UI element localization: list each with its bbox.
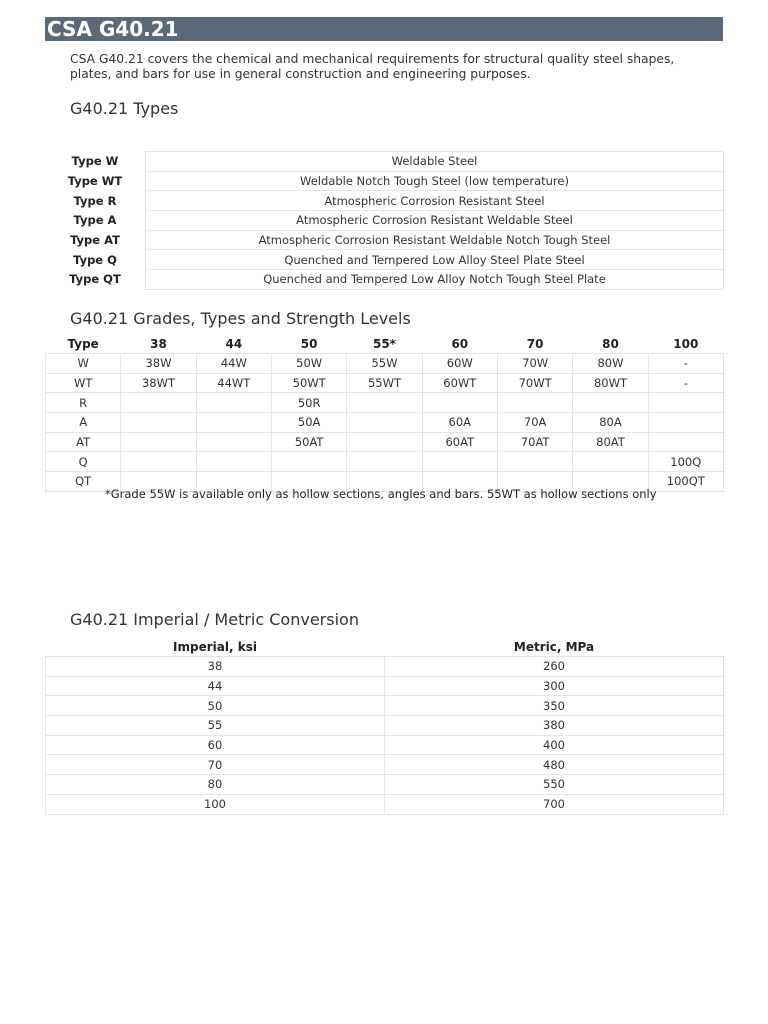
grades-value-cell: 70AT (497, 432, 572, 452)
grades-value-cell (196, 413, 271, 433)
grades-value-cell (648, 413, 723, 433)
imperial-value-cell: 55 (46, 716, 385, 736)
type-description-cell: Weldable Notch Tough Steel (low temperature) (146, 171, 724, 191)
grades-value-cell: 50A (271, 413, 346, 433)
grades-value-cell: 38WT (121, 373, 196, 393)
grades-value-cell: - (648, 354, 723, 374)
type-code-cell: Type Q (73, 252, 117, 267)
grades-value-cell: 60WT (422, 373, 497, 393)
types-heading: G40.21 Types (70, 99, 179, 118)
grades-column-header: 100 (673, 337, 699, 351)
grades-footnote: *Grade 55W is available only as hollow sections, angles and bars. 55WT as hollow sections only (105, 487, 657, 501)
types-row (45, 191, 724, 211)
grades-column-header: 70 (526, 337, 544, 351)
grades-column-header: 38 (150, 337, 167, 351)
grades-value-cell: 44W (196, 354, 271, 374)
conversion-column-header: Imperial, ksi (173, 640, 257, 654)
type-code-cell: Type QT (69, 272, 121, 287)
grades-value-cell (121, 452, 196, 472)
grades-value-cell (347, 393, 422, 413)
type-description-cell: Atmospheric Corrosion Resistant Weldable Steel (146, 211, 724, 231)
imperial-value-cell: 70 (46, 755, 385, 775)
grades-value-cell: 50WT (271, 373, 346, 393)
conversion-row (46, 716, 724, 736)
type-description-cell: Quenched and Tempered Low Alloy Notch Tough Steel Plate (146, 270, 724, 290)
conversion-column-header: Metric, MPa (513, 640, 595, 654)
grades-value-cell (196, 432, 271, 452)
metric-value-cell: 380 (385, 716, 724, 736)
grades-row (46, 354, 724, 374)
grades-value-cell (422, 452, 497, 472)
conversion-row (46, 775, 724, 795)
intro-paragraph: CSA G40.21 covers the chemical and mechanical requirements for structural quality steel shapes, plates, and bars for use in general construction and engineering purposes. (70, 52, 675, 81)
metric-value-cell: 350 (385, 696, 724, 716)
grades-value-cell (121, 432, 196, 452)
grades-type-cell: QT (46, 472, 121, 492)
imperial-value-cell: 38 (46, 657, 385, 677)
type-code-cell: Type R (73, 193, 117, 208)
grades-value-cell: 55W (347, 354, 422, 374)
grades-value-cell: 50W (271, 354, 346, 374)
metric-value-cell: 400 (385, 735, 724, 755)
type-code-cell: Type A (73, 213, 117, 228)
conversion-row (46, 657, 724, 677)
conversion-row (46, 696, 724, 716)
grades-value-cell (347, 452, 422, 472)
grades-value-cell (196, 393, 271, 413)
grades-value-cell (121, 393, 196, 413)
metric-value-cell: 700 (385, 794, 724, 814)
grades-type-cell: W (46, 354, 121, 374)
grades-value-cell: 44WT (196, 373, 271, 393)
types-row (45, 270, 724, 290)
conversion-table (45, 638, 724, 815)
metric-value-cell: 260 (385, 657, 724, 677)
conversion-row (46, 676, 724, 696)
grades-value-cell: - (648, 373, 723, 393)
grades-value-cell: 55WT (347, 373, 422, 393)
imperial-value-cell: 50 (46, 696, 385, 716)
metric-value-cell: 550 (385, 775, 724, 795)
grades-value-cell: 100QT (648, 472, 723, 492)
type-code-cell: Type WT (67, 174, 123, 189)
type-code-cell: Type AT (70, 233, 120, 248)
type-description-cell: Atmospheric Corrosion Resistant Steel (146, 191, 724, 211)
metric-value-cell: 480 (385, 755, 724, 775)
grades-value-cell: 60W (422, 354, 497, 374)
grades-type-cell: WT (46, 373, 121, 393)
types-table (45, 151, 724, 290)
grades-value-cell (573, 393, 648, 413)
types-row (45, 211, 724, 231)
grades-row (46, 373, 724, 393)
grades-value-cell: 80WT (573, 373, 648, 393)
types-row (45, 152, 724, 172)
grades-value-cell (347, 432, 422, 452)
grades-value-cell (422, 393, 497, 413)
grades-value-cell: 70WT (497, 373, 572, 393)
grades-column-header: 44 (225, 337, 243, 351)
grades-value-cell: 50AT (271, 432, 346, 452)
types-row (45, 250, 724, 270)
imperial-value-cell: 80 (46, 775, 385, 795)
grades-value-cell (497, 393, 572, 413)
grades-value-cell: 80A (573, 413, 648, 433)
grades-row (46, 393, 724, 413)
types-row (45, 230, 724, 250)
grades-value-cell: 80AT (573, 432, 648, 452)
grades-column-header: Type (67, 337, 99, 351)
grades-value-cell (271, 452, 346, 472)
grades-value-cell (196, 452, 271, 472)
type-description-cell: Weldable Steel (146, 152, 724, 172)
grades-row (46, 413, 724, 433)
imperial-value-cell: 100 (46, 794, 385, 814)
grades-value-cell: 100Q (648, 452, 723, 472)
grades-value-cell: 50R (271, 393, 346, 413)
grades-value-cell: 70A (497, 413, 572, 433)
type-description-cell: Atmospheric Corrosion Resistant Weldable Notch Tough Steel (146, 230, 724, 250)
grades-heading: G40.21 Grades, Types and Strength Levels (70, 309, 411, 328)
grades-value-cell (497, 452, 572, 472)
grades-table (45, 335, 724, 492)
metric-value-cell: 300 (385, 676, 724, 696)
grades-value-cell (573, 452, 648, 472)
grades-value-cell: 38W (121, 354, 196, 374)
grades-value-cell (648, 432, 723, 452)
grades-type-cell: AT (46, 432, 121, 452)
type-description-cell: Quenched and Tempered Low Alloy Steel Plate Steel (146, 250, 724, 270)
imperial-value-cell: 60 (46, 735, 385, 755)
grades-value-cell: 80W (573, 354, 648, 374)
grades-value-cell (648, 393, 723, 413)
grades-column-header: 50 (300, 337, 318, 351)
grades-type-cell: A (46, 413, 121, 433)
type-code-cell: Type W (71, 154, 119, 169)
conversion-row (46, 794, 724, 814)
grades-value-cell: 60AT (422, 432, 497, 452)
types-row (45, 171, 724, 191)
grades-column-header: 80 (602, 337, 619, 351)
grades-type-cell: Q (46, 452, 121, 472)
grades-value-cell: 60A (422, 413, 497, 433)
conversion-heading: G40.21 Imperial / Metric Conversion (70, 610, 359, 629)
page-title: CSA G40.21 (45, 17, 723, 41)
grades-row (46, 452, 724, 472)
grades-row (46, 432, 724, 452)
grades-column-header: 55* (372, 337, 396, 351)
grades-value-cell: 70W (497, 354, 572, 374)
conversion-row (46, 755, 724, 775)
imperial-value-cell: 44 (46, 676, 385, 696)
grades-type-cell: R (46, 393, 121, 413)
grades-column-header: 60 (451, 337, 469, 351)
grades-value-cell (121, 413, 196, 433)
conversion-row (46, 735, 724, 755)
grades-value-cell (347, 413, 422, 433)
